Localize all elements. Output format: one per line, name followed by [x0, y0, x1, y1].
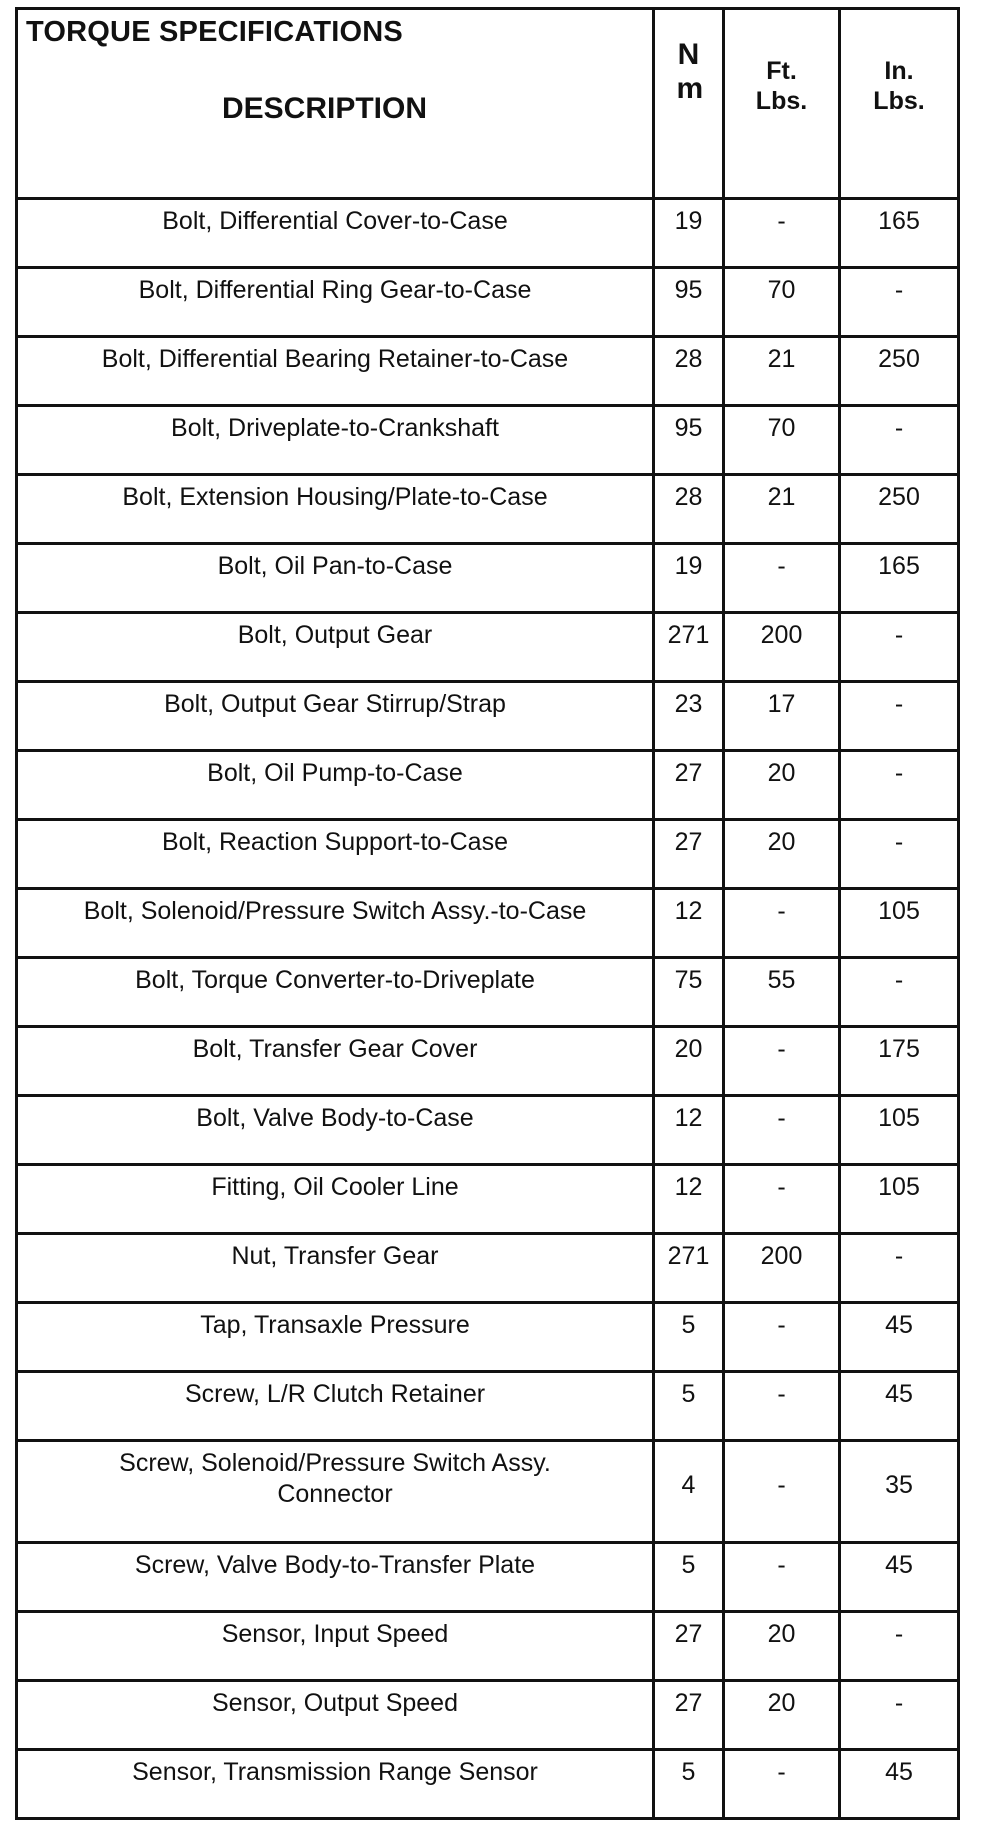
- ft-lbs-cell: [724, 958, 840, 1027]
- description-column-header: DESCRIPTION: [222, 92, 428, 125]
- description-cell-text: Screw, L/R Clutch Retainer: [184, 1380, 486, 1408]
- nm-cell: [654, 1441, 724, 1543]
- description-cell: [17, 958, 654, 1027]
- description-cell-text: Bolt, Extension Housing/Plate-to-Case: [122, 483, 548, 511]
- nm-cell-text: 5: [681, 1551, 696, 1579]
- in-lbs-cell: [840, 613, 959, 682]
- in-lbs-cell-text: -: [894, 1689, 904, 1717]
- description-cell-text: Bolt, Transfer Gear Cover: [192, 1035, 478, 1063]
- table-row: [17, 544, 959, 613]
- nm-cell-text: 5: [681, 1311, 696, 1339]
- in-lbs-cell: [840, 1612, 959, 1681]
- nm-header-cell: [654, 9, 724, 199]
- table-title: TORQUE SPECIFICATIONS: [26, 16, 403, 48]
- ft-lbs-cell-text: -: [777, 1173, 786, 1201]
- ft-lbs-cell-text: -: [777, 552, 786, 580]
- in-lbs-cell-text: -: [894, 1242, 904, 1270]
- in-lbs-cell: [840, 337, 959, 406]
- nm-cell: [654, 820, 724, 889]
- table-row: [17, 751, 959, 820]
- table-row: [17, 1096, 959, 1165]
- ft-lbs-cell: [724, 1750, 840, 1819]
- in-lbs-cell-text: 105: [878, 1173, 920, 1201]
- table-row: [17, 1612, 959, 1681]
- in-lbs-cell: [840, 1441, 959, 1543]
- ft-lbs-cell-text: -: [777, 1380, 786, 1408]
- in-lbs-cell-text: -: [894, 759, 904, 787]
- ft-lbs-cell-text: 21: [767, 345, 796, 373]
- nm-cell-text: 5: [681, 1380, 696, 1408]
- table-row: [17, 1372, 959, 1441]
- header-row: [17, 9, 959, 199]
- ft-lbs-cell: [724, 1096, 840, 1165]
- ft-lbs-cell: [724, 751, 840, 820]
- description-cell: [17, 682, 654, 751]
- nm-cell-text: 271: [667, 621, 710, 649]
- nm-cell: [654, 682, 724, 751]
- nm-cell: [654, 337, 724, 406]
- in-lbs-cell: [840, 199, 959, 268]
- description-cell-text: Nut, Transfer Gear: [231, 1242, 439, 1270]
- nm-cell-text: 95: [674, 276, 703, 304]
- description-cell: [17, 544, 654, 613]
- description-cell-text: Fitting, Oil Cooler Line: [211, 1173, 459, 1201]
- table-row: [17, 406, 959, 475]
- nm-cell: [654, 1612, 724, 1681]
- ft-lbs-cell-text: -: [777, 1104, 786, 1132]
- table-row: [17, 1441, 959, 1543]
- description-cell: [17, 1096, 654, 1165]
- table-row: [17, 958, 959, 1027]
- nm-cell: [654, 958, 724, 1027]
- description-cell-text: Bolt, Output Gear Stirrup/Strap: [164, 690, 506, 718]
- in-lbs-cell-text: 250: [878, 345, 920, 373]
- ft-lbs-cell: [724, 1027, 840, 1096]
- nm-cell: [654, 1027, 724, 1096]
- description-cell: [17, 820, 654, 889]
- nm-cell-text: 27: [674, 1620, 703, 1648]
- description-cell: [17, 1303, 654, 1372]
- ft-lbs-cell: [724, 1612, 840, 1681]
- in-lbs-cell-text: -: [894, 828, 904, 856]
- ft-lbs-cell-text: -: [777, 207, 786, 235]
- in-lbs-cell: [840, 1372, 959, 1441]
- description-cell-text: Bolt, Driveplate-to-Crankshaft: [171, 414, 499, 442]
- ft-lbs-column-header: Ft. Lbs.: [755, 57, 808, 115]
- nm-cell: [654, 1165, 724, 1234]
- ft-lbs-cell: [724, 1681, 840, 1750]
- in-lbs-cell-text: -: [894, 414, 904, 442]
- ft-lbs-cell: [724, 1441, 840, 1543]
- nm-cell: [654, 406, 724, 475]
- in-lbs-cell-text: 45: [885, 1551, 913, 1579]
- table-row: [17, 820, 959, 889]
- ft-lbs-cell-text: 55: [767, 966, 796, 994]
- in-lbs-cell-text: 250: [878, 483, 920, 511]
- description-cell: [17, 406, 654, 475]
- in-lbs-cell: [840, 1165, 959, 1234]
- nm-cell: [654, 613, 724, 682]
- nm-cell: [654, 1681, 724, 1750]
- description-cell: [17, 889, 654, 958]
- nm-cell-text: 19: [674, 207, 703, 235]
- nm-cell-text: 27: [674, 1689, 703, 1717]
- description-cell-text: Bolt, Oil Pan-to-Case: [217, 552, 453, 580]
- description-cell: [17, 1750, 654, 1819]
- ft-lbs-cell: [724, 1303, 840, 1372]
- ft-lbs-cell: [724, 1234, 840, 1303]
- in-lbs-cell: [840, 1750, 959, 1819]
- ft-lbs-cell-text: -: [777, 1311, 786, 1339]
- nm-cell: [654, 1096, 724, 1165]
- description-cell-text: Bolt, Reaction Support-to-Case: [161, 828, 508, 856]
- description-cell-text: Bolt, Output Gear: [237, 621, 433, 649]
- description-cell-text: Bolt, Oil Pump-to-Case: [207, 759, 463, 787]
- nm-cell: [654, 1372, 724, 1441]
- table-row: [17, 889, 959, 958]
- ft-lbs-cell: [724, 337, 840, 406]
- ft-lbs-cell: [724, 613, 840, 682]
- in-lbs-cell: [840, 544, 959, 613]
- description-cell-text: Sensor, Input Speed: [221, 1620, 449, 1648]
- description-cell: [17, 751, 654, 820]
- nm-cell-text: 27: [674, 759, 703, 787]
- ft-lbs-cell-text: 17: [767, 690, 796, 718]
- table-row: [17, 682, 959, 751]
- description-cell: [17, 1612, 654, 1681]
- description-cell: [17, 268, 654, 337]
- in-lbs-cell-text: 45: [885, 1311, 913, 1339]
- nm-cell-text: 20: [674, 1035, 703, 1063]
- in-lbs-cell: [840, 268, 959, 337]
- nm-cell-text: 19: [674, 552, 703, 580]
- in-lbs-cell: [840, 1303, 959, 1372]
- in-lbs-column-header: In. Lbs.: [873, 57, 925, 115]
- description-header-cell: [17, 9, 654, 199]
- ft-lbs-cell: [724, 1543, 840, 1612]
- ft-lbs-cell: [724, 889, 840, 958]
- ft-lbs-cell: [724, 682, 840, 751]
- table-row: [17, 268, 959, 337]
- description-cell-text: Tap, Transaxle Pressure: [200, 1311, 470, 1339]
- table-row: [17, 1165, 959, 1234]
- nm-cell-text: 27: [674, 828, 703, 856]
- description-cell: [17, 1372, 654, 1441]
- table-row: [17, 613, 959, 682]
- ft-lbs-cell-text: 20: [767, 1689, 796, 1717]
- ft-lbs-cell-text: 20: [767, 828, 796, 856]
- in-lbs-cell: [840, 682, 959, 751]
- ft-lbs-cell: [724, 268, 840, 337]
- nm-cell-text: 23: [674, 690, 703, 718]
- nm-cell: [654, 544, 724, 613]
- in-lbs-cell-text: 105: [878, 897, 920, 925]
- in-lbs-cell-text: -: [894, 276, 904, 304]
- ft-lbs-cell: [724, 1372, 840, 1441]
- in-lbs-cell-text: 175: [878, 1035, 920, 1063]
- in-lbs-cell: [840, 1234, 959, 1303]
- nm-cell-text: 271: [667, 1242, 710, 1270]
- description-cell-text: Sensor, Output Speed: [211, 1689, 458, 1717]
- in-lbs-cell-text: 35: [885, 1471, 913, 1499]
- description-cell: [17, 1681, 654, 1750]
- in-lbs-cell: [840, 1543, 959, 1612]
- table-row: [17, 337, 959, 406]
- description-cell-text: Bolt, Differential Cover-to-Case: [162, 207, 508, 235]
- in-lbs-cell-text: 105: [878, 1104, 920, 1132]
- ft-lbs-header-cell: [724, 9, 840, 199]
- nm-cell: [654, 751, 724, 820]
- description-cell-text: Bolt, Differential Bearing Retainer-to-Case: [101, 345, 569, 373]
- in-lbs-cell: [840, 406, 959, 475]
- ft-lbs-cell: [724, 820, 840, 889]
- in-lbs-cell-text: -: [894, 966, 904, 994]
- nm-cell: [654, 1234, 724, 1303]
- nm-cell-text: 75: [674, 966, 703, 994]
- description-cell-text: Bolt, Differential Ring Gear-to-Case: [138, 276, 532, 304]
- ft-lbs-cell-text: 200: [760, 1242, 803, 1270]
- description-cell: [17, 337, 654, 406]
- table-row: [17, 1543, 959, 1612]
- description-cell-text: Screw, Solenoid/Pressure Switch Assy. Connector: [119, 1449, 551, 1508]
- ft-lbs-cell-text: -: [777, 897, 786, 925]
- description-cell-text: Sensor, Transmission Range Sensor: [132, 1758, 538, 1786]
- ft-lbs-cell-text: 200: [760, 621, 803, 649]
- ft-lbs-cell: [724, 544, 840, 613]
- ft-lbs-cell: [724, 199, 840, 268]
- description-cell-text: Bolt, Solenoid/Pressure Switch Assy.-to-Case: [83, 897, 587, 925]
- table-row: [17, 199, 959, 268]
- in-lbs-cell: [840, 1681, 959, 1750]
- in-lbs-cell-text: 45: [885, 1758, 913, 1786]
- description-cell-text: Screw, Valve Body-to-Transfer Plate: [134, 1551, 536, 1579]
- ft-lbs-cell-text: -: [777, 1471, 786, 1499]
- in-lbs-cell: [840, 958, 959, 1027]
- ft-lbs-cell: [724, 475, 840, 544]
- nm-cell: [654, 1303, 724, 1372]
- ft-lbs-cell-text: -: [777, 1551, 786, 1579]
- nm-cell-text: 12: [674, 897, 703, 925]
- nm-cell-text: 5: [681, 1758, 696, 1786]
- in-lbs-header-cell: [840, 9, 959, 199]
- description-cell: [17, 475, 654, 544]
- in-lbs-cell-text: -: [894, 621, 904, 649]
- ft-lbs-cell: [724, 1165, 840, 1234]
- nm-cell: [654, 475, 724, 544]
- nm-cell: [654, 199, 724, 268]
- nm-cell: [654, 1543, 724, 1612]
- ft-lbs-cell: [724, 406, 840, 475]
- nm-cell-text: 12: [674, 1104, 703, 1132]
- nm-cell-text: 4: [681, 1471, 696, 1499]
- table-row: [17, 1027, 959, 1096]
- ft-lbs-cell-text: 20: [767, 1620, 796, 1648]
- torque-spec-table: [15, 7, 960, 1820]
- in-lbs-cell: [840, 751, 959, 820]
- ft-lbs-cell-text: 21: [767, 483, 796, 511]
- in-lbs-cell-text: -: [894, 690, 904, 718]
- in-lbs-cell: [840, 475, 959, 544]
- description-cell-text: Bolt, Valve Body-to-Case: [196, 1104, 474, 1132]
- nm-cell: [654, 1750, 724, 1819]
- nm-column-header: N m: [676, 38, 704, 105]
- nm-cell-text: 28: [674, 483, 703, 511]
- nm-cell: [654, 889, 724, 958]
- table-row: [17, 1303, 959, 1372]
- ft-lbs-cell-text: 70: [767, 414, 796, 442]
- nm-cell-text: 95: [674, 414, 703, 442]
- ft-lbs-cell-text: -: [777, 1758, 786, 1786]
- table-row: [17, 475, 959, 544]
- in-lbs-cell: [840, 820, 959, 889]
- table-row: [17, 1681, 959, 1750]
- nm-cell-text: 28: [674, 345, 703, 373]
- in-lbs-cell: [840, 889, 959, 958]
- description-cell: [17, 199, 654, 268]
- description-cell-text: Bolt, Torque Converter-to-Driveplate: [135, 966, 535, 994]
- in-lbs-cell-text: 45: [885, 1380, 913, 1408]
- nm-cell: [654, 268, 724, 337]
- table-row: [17, 1750, 959, 1819]
- description-cell: [17, 613, 654, 682]
- description-cell: [17, 1441, 654, 1543]
- description-cell: [17, 1027, 654, 1096]
- in-lbs-cell-text: -: [894, 1620, 904, 1648]
- ft-lbs-cell-text: -: [777, 1035, 786, 1063]
- description-cell: [17, 1165, 654, 1234]
- ft-lbs-cell-text: 70: [767, 276, 796, 304]
- ft-lbs-cell-text: 20: [767, 759, 796, 787]
- description-cell: [17, 1234, 654, 1303]
- in-lbs-cell: [840, 1027, 959, 1096]
- table-row: [17, 1234, 959, 1303]
- description-cell: [17, 1543, 654, 1612]
- nm-cell-text: 12: [674, 1173, 703, 1201]
- in-lbs-cell-text: 165: [878, 552, 920, 580]
- in-lbs-cell: [840, 1096, 959, 1165]
- in-lbs-cell-text: 165: [878, 207, 920, 235]
